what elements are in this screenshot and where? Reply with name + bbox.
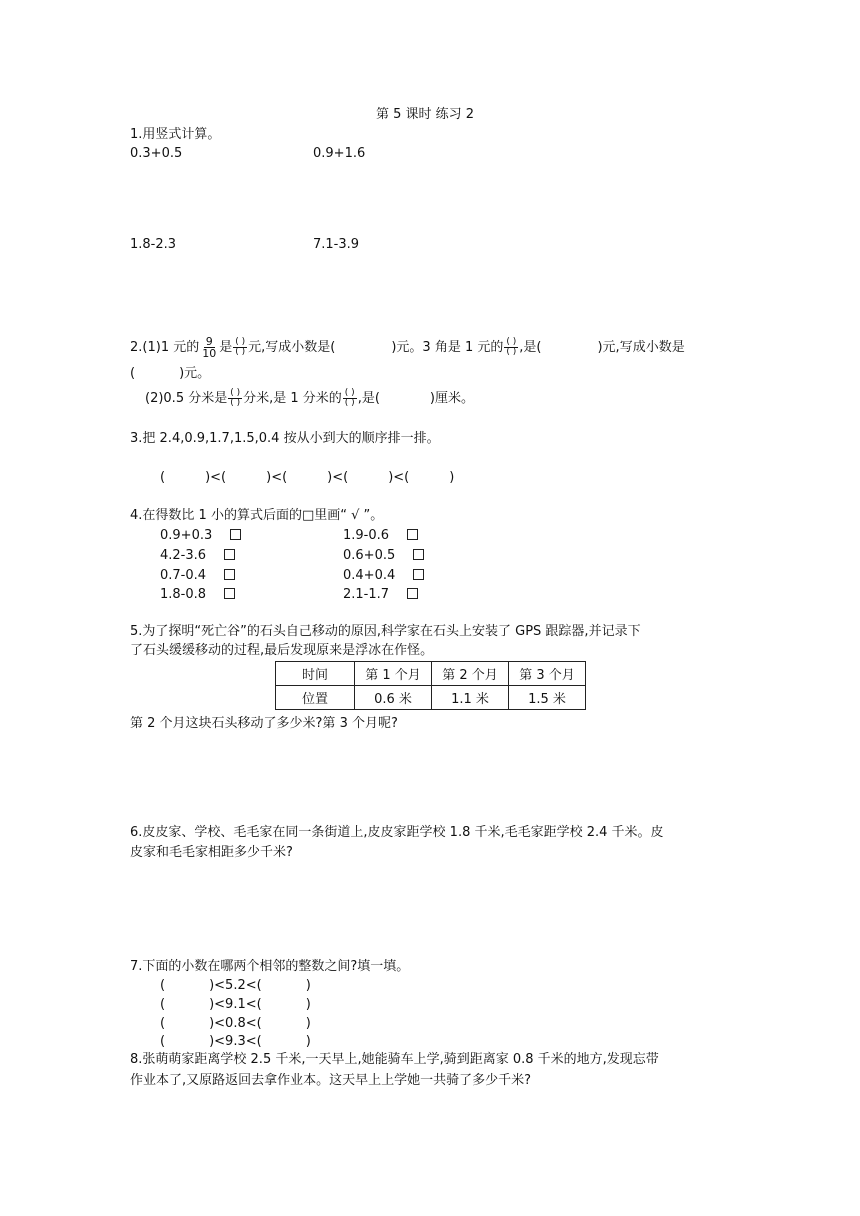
q3-order-blanks	[160, 470, 454, 486]
fraction-numerator-blank: ( )	[230, 388, 241, 398]
q2-text: (2)0.5 分米是	[145, 391, 228, 406]
fraction-blank	[343, 389, 357, 408]
less-than-sep: )<(	[205, 470, 227, 485]
table-row	[276, 662, 586, 686]
page-title: 第 5 课时 练习 2	[376, 107, 475, 122]
q4-item: 1.8-0.8	[160, 587, 235, 603]
fraction-numerator-blank: ( )	[506, 337, 517, 347]
question-5-question: 第 2 个月这块石头移动了多少米?第 3 个月呢?	[130, 716, 398, 731]
question-5-line-2: 了石头缓缓移动的过程,最后发现原来是浮冰在作怪。	[130, 643, 434, 658]
question-3-label: 3.把 2.4,0.9,1.7,1.5,0.4 按从小到大的顺序排一排。	[130, 431, 440, 446]
q2-text: (	[130, 366, 136, 381]
fraction-denominator-blank: ( )	[235, 347, 246, 357]
question-2-line-2	[145, 384, 474, 414]
paren-open: (	[160, 470, 166, 485]
question-7-label: 7.下面的小数在哪两个相邻的整数之间?填一填。	[130, 959, 410, 974]
q1-item-4: 7.1-3.9	[313, 237, 360, 252]
question-6-line-2: 皮家和毛毛家相距多少千米?	[130, 845, 293, 860]
q7-item: ( )<9.3<( )	[160, 1034, 311, 1049]
question-6-line-1: 6.皮皮家、学校、毛毛家在同一条街道上,皮皮家距学校 1.8 千米,毛毛家距学校 2.4 千米。皮	[130, 825, 664, 840]
table-cell: 1.1 米	[432, 686, 509, 710]
fraction-denominator-blank: ( )	[506, 347, 517, 357]
less-than-sep: )<(	[327, 470, 349, 485]
check-box[interactable]	[413, 549, 424, 560]
question-5-line-1: 5.为了探明“死亡谷”的石头自己移动的原因,科学家在石头上安装了 GPS 跟踪器,并记录下	[130, 624, 641, 639]
check-box[interactable]	[407, 529, 418, 540]
question-1-label: 1.用竖式计算。	[130, 127, 221, 142]
stone-movement-table	[275, 661, 586, 710]
q2-text: )元,写成小数是	[597, 340, 685, 355]
table-header-cell: 第 3 个月	[509, 662, 586, 686]
q2-text: )元。	[179, 366, 211, 381]
q7-item: ( )<5.2<( )	[160, 978, 311, 993]
q2-text: ,是(	[519, 340, 542, 355]
q7-item: ( )<9.1<( )	[160, 997, 311, 1012]
q7-item: ( )<0.8<( )	[160, 1016, 311, 1031]
q2-text: )厘米。	[429, 391, 474, 406]
q4-item: 2.1-1.7	[343, 587, 418, 603]
table-cell: 1.5 米	[509, 686, 586, 710]
table-cell: 位置	[276, 686, 355, 710]
q4-item: 4.2-3.6	[160, 548, 235, 564]
check-box[interactable]	[224, 569, 235, 580]
question-8-line-2: 作业本了,又原路返回去拿作业本。这天早上上学她一共骑了多少千米?	[130, 1073, 532, 1088]
less-than-sep: )<(	[266, 470, 288, 485]
q2-text: 分米,是 1 分米的	[243, 391, 342, 406]
table-row	[276, 686, 586, 710]
fraction-numerator: 9	[205, 335, 213, 348]
table-cell: 0.6 米	[355, 686, 432, 710]
question-4-label: 4.在得数比 1 小的算式后面的□里画“ √ ”。	[130, 508, 384, 523]
q4-item: 0.9+0.3	[160, 528, 241, 544]
less-than-sep: )<(	[388, 470, 410, 485]
fraction-denominator-blank: ( )	[344, 398, 355, 408]
question-2-line-1	[130, 331, 685, 365]
check-box[interactable]	[230, 529, 241, 540]
check-box[interactable]	[224, 549, 235, 560]
q2-text: 2.(1)1 元的	[130, 340, 200, 355]
check-box[interactable]	[413, 569, 424, 580]
q2-text: 元,写成小数是(	[248, 340, 336, 355]
fraction-blank	[504, 338, 518, 357]
fraction-numerator-blank: ( )	[235, 337, 246, 347]
q2-text: ,是(	[357, 391, 380, 406]
table-header-cell: 时间	[276, 662, 355, 686]
fraction-blank	[228, 389, 242, 408]
check-box[interactable]	[407, 588, 418, 599]
fraction-blank	[233, 338, 247, 357]
question-2-line-1-cont	[130, 366, 210, 382]
q1-item-1: 0.3+0.5	[130, 146, 183, 161]
q4-item: 0.4+0.4	[343, 568, 424, 584]
q4-item: 0.7-0.4	[160, 568, 235, 584]
q2-text: 是	[219, 340, 233, 355]
q4-item: 0.6+0.5	[343, 548, 424, 564]
q1-item-2: 0.9+1.6	[313, 146, 366, 161]
q1-item-3: 1.8-2.3	[130, 237, 177, 252]
fraction-denominator-blank: ( )	[230, 398, 241, 408]
paren-close: )	[449, 470, 455, 485]
fraction-denominator: 10	[202, 347, 217, 360]
table-header-cell: 第 2 个月	[432, 662, 509, 686]
table-header-cell: 第 1 个月	[355, 662, 432, 686]
fraction-nine-tenths	[200, 336, 218, 359]
q4-item: 1.9-0.6	[343, 528, 418, 544]
q2-text: )元。3 角是 1 元的	[391, 340, 504, 355]
check-box[interactable]	[224, 588, 235, 599]
question-8-line-1: 8.张萌萌家距离学校 2.5 千米,一天早上,她能骑车上学,骑到距离家 0.8 千米的地方,发现忘带	[130, 1052, 659, 1067]
fraction-numerator-blank: ( )	[344, 388, 355, 398]
